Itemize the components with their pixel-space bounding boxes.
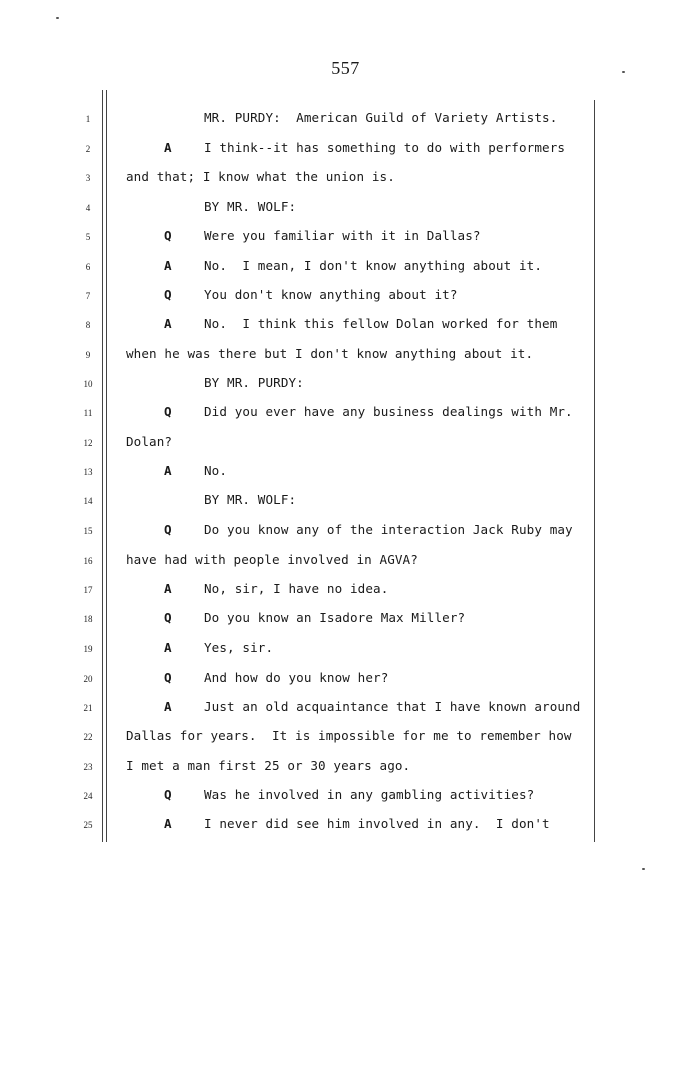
line-number: 4 [85,203,91,213]
answer-marker: A [164,816,172,831]
line-number: 1 [85,114,91,124]
line-text: No. I think this fellow Dolan worked for them [204,316,558,331]
line-text: I think--it has something to do with performers [204,140,566,155]
line-text: have had with people involved in AGVA? [126,552,418,567]
line-number: 14 [83,496,93,506]
line-text: Dolan? [126,434,173,449]
line-text: Was he involved in any gambling activities? [204,787,535,802]
answer-marker: A [164,258,172,273]
transcript-line [124,552,594,584]
question-marker: Q [164,610,172,625]
line-number: 5 [85,232,91,242]
page-number: 557 [331,58,360,78]
transcript-line [124,375,594,407]
line-number: 2 [85,144,91,154]
line-text: Were you familiar with it in Dallas? [204,228,481,243]
examiner-heading: BY MR. WOLF: [204,199,297,214]
line-number: 25 [83,820,93,830]
question-marker: Q [164,287,172,302]
line-number: 22 [83,732,93,742]
transcript-line [124,199,594,231]
line-text: I met a man first 25 or 30 years ago. [126,758,411,773]
transcript-line [124,758,594,790]
line-text: Do you know any of the interaction Jack Ruby may [204,522,573,537]
left-margin-rule-inner [106,90,107,842]
question-marker: Q [164,404,172,419]
line-number: 12 [83,438,93,448]
examiner-heading: BY MR. WOLF: [204,492,297,507]
line-number: 21 [83,703,93,713]
line-text: Yes, sir. [204,640,274,655]
line-number: 16 [83,556,93,566]
transcript-line [124,492,594,524]
scan-speck [642,868,645,870]
transcript-line [124,728,594,760]
answer-marker: A [164,640,172,655]
line-text: Do you know an Isadore Max Miller? [204,610,466,625]
line-text: Dallas for years. It is impossible for me to remember how [126,728,572,743]
line-text: And how do you know her? [204,670,389,685]
right-margin-rule [594,100,595,842]
line-text: Just an old acquaintance that I have known around [204,699,581,714]
answer-marker: A [164,316,172,331]
line-number: 6 [85,262,91,272]
answer-marker: A [164,581,172,596]
question-marker: Q [164,522,172,537]
transcript-line [124,169,594,201]
answer-marker: A [164,140,172,155]
answer-marker: A [164,463,172,478]
line-number: 11 [83,408,93,418]
transcript-line [124,346,594,378]
line-number: 18 [83,614,93,624]
line-number: 3 [85,173,91,183]
line-number: 13 [83,467,93,477]
line-text: MR. PURDY: American Guild of Variety Artists. [204,110,558,125]
line-number: 7 [85,291,91,301]
line-number: 8 [85,320,91,330]
line-text: No. [204,463,228,478]
transcript-line [124,434,594,466]
scan-speck [56,17,59,19]
line-text: when he was there but I don't know anything about it. [126,346,534,361]
transcript-line [124,816,594,864]
question-marker: Q [164,670,172,685]
line-text: No. I mean, I don't know anything about it. [204,258,543,273]
transcript-line [124,110,594,142]
line-text: You don't know anything about it? [204,287,458,302]
line-number: 15 [83,526,93,536]
left-margin-rule-outer [102,90,103,842]
line-number: 9 [85,350,91,360]
line-text: I never did see him involved in any. I don't [204,816,550,831]
line-number: 23 [83,762,93,772]
answer-marker: A [164,699,172,714]
line-number: 20 [83,674,93,684]
line-number: 19 [83,644,93,654]
line-number: 10 [83,379,93,389]
line-number: 17 [83,585,93,595]
line-text: No, sir, I have no idea. [204,581,389,596]
examiner-heading: BY MR. PURDY: [204,375,304,390]
line-text: Did you ever have any business dealings with Mr. [204,404,573,419]
scan-speck [622,71,625,73]
question-marker: Q [164,787,172,802]
line-text: and that; I know what the union is. [126,169,395,184]
line-number: 24 [83,791,93,801]
question-marker: Q [164,228,172,243]
